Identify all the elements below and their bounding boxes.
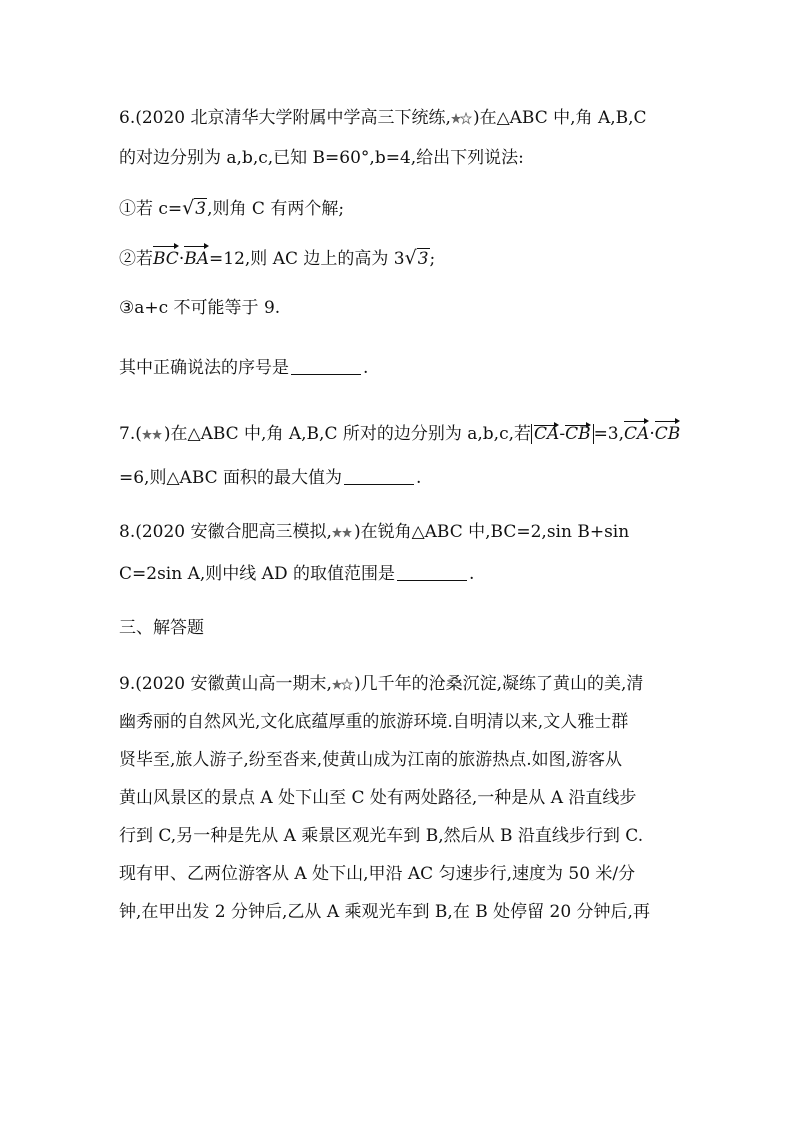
q9-line-6: 现有甲、乙两位游客从 A 处下山,甲沿 AC 匀速步行,速度为 50 米/分 — [119, 864, 636, 884]
q9-line-4: 黄山风景区的景点 A 处下山至 C 处有两处路径,一种是从 A 沿直线步 — [119, 788, 637, 808]
q6-line-1: 6.(2020 北京清华大学附属中学高三下统练, )在△ABC 中,角 A,B,C — [119, 108, 647, 128]
absolute-value-expression: CA-CB — [531, 424, 594, 444]
difficulty-stars-icon — [142, 428, 164, 442]
answer-blank — [344, 466, 414, 485]
q6-option-1: ①若 c=√3,则角 C 有两个解; — [119, 194, 694, 222]
q6-option-3: ③a+c 不可能等于 9. — [119, 298, 281, 318]
q9-line-7: 钟,在甲出发 2 分钟后,乙从 A 乘观光车到 B,在 B 处停留 20 分钟后,再 — [119, 902, 650, 922]
q6-question: 其中正确说法的序号是 . — [119, 358, 369, 378]
q8-line-1: 8.(2020 安徽合肥高三模拟, )在锐角△ABC 中,BC=2,sin B+sin — [119, 522, 630, 542]
vector-ba: BA — [184, 245, 209, 273]
vector-bc: BC — [153, 245, 179, 273]
q6-source: 6.(2020 北京清华大学附属中学高三下统练, — [119, 108, 451, 128]
q9-line-2: 幽秀丽的自然风光,文化底蕴厚重的旅游环境.自明清以来,文人雅士群 — [119, 712, 629, 732]
difficulty-stars-icon — [451, 112, 473, 126]
difficulty-stars-icon — [332, 526, 354, 540]
q7-line-1: 7.( )在△ABC 中,角 A,B,C 所对的边分别为 a,b,c,若 CA-CB =3,CA·CB — [119, 420, 694, 448]
q9-line-3: 贤毕至,旅人游子,纷至沓来,使黄山成为江南的旅游热点.如图,游客从 — [119, 750, 623, 770]
answer-blank — [291, 356, 361, 375]
sqrt-expression: √3 — [182, 197, 207, 219]
answer-blank — [397, 562, 467, 581]
q7-line-2: =6,则△ABC 面积的最大值为 . — [119, 468, 422, 488]
q6-option-2: ②若BC·BA=12,则 AC 边上的高为 3√3; — [119, 244, 694, 272]
q6-line-2: 的对边分别为 a,b,c,已知 B=60°,b=4,给出下列说法: — [119, 148, 524, 168]
sqrt-expression: √3 — [404, 247, 429, 269]
q8-line-2: C=2sin A,则中线 AD 的取值范围是 . — [119, 564, 475, 584]
q9-line-1: 9.(2020 安徽黄山高一期末, )几千年的沧桑沉淀,凝练了黄山的美,清 — [119, 674, 644, 694]
q9-line-5: 行到 C,另一种是先从 A 乘景区观光车到 B,然后从 B 沿直线步行到 C. — [119, 826, 644, 846]
difficulty-stars-icon — [332, 678, 354, 692]
section-heading: 三、解答题 — [119, 618, 204, 638]
